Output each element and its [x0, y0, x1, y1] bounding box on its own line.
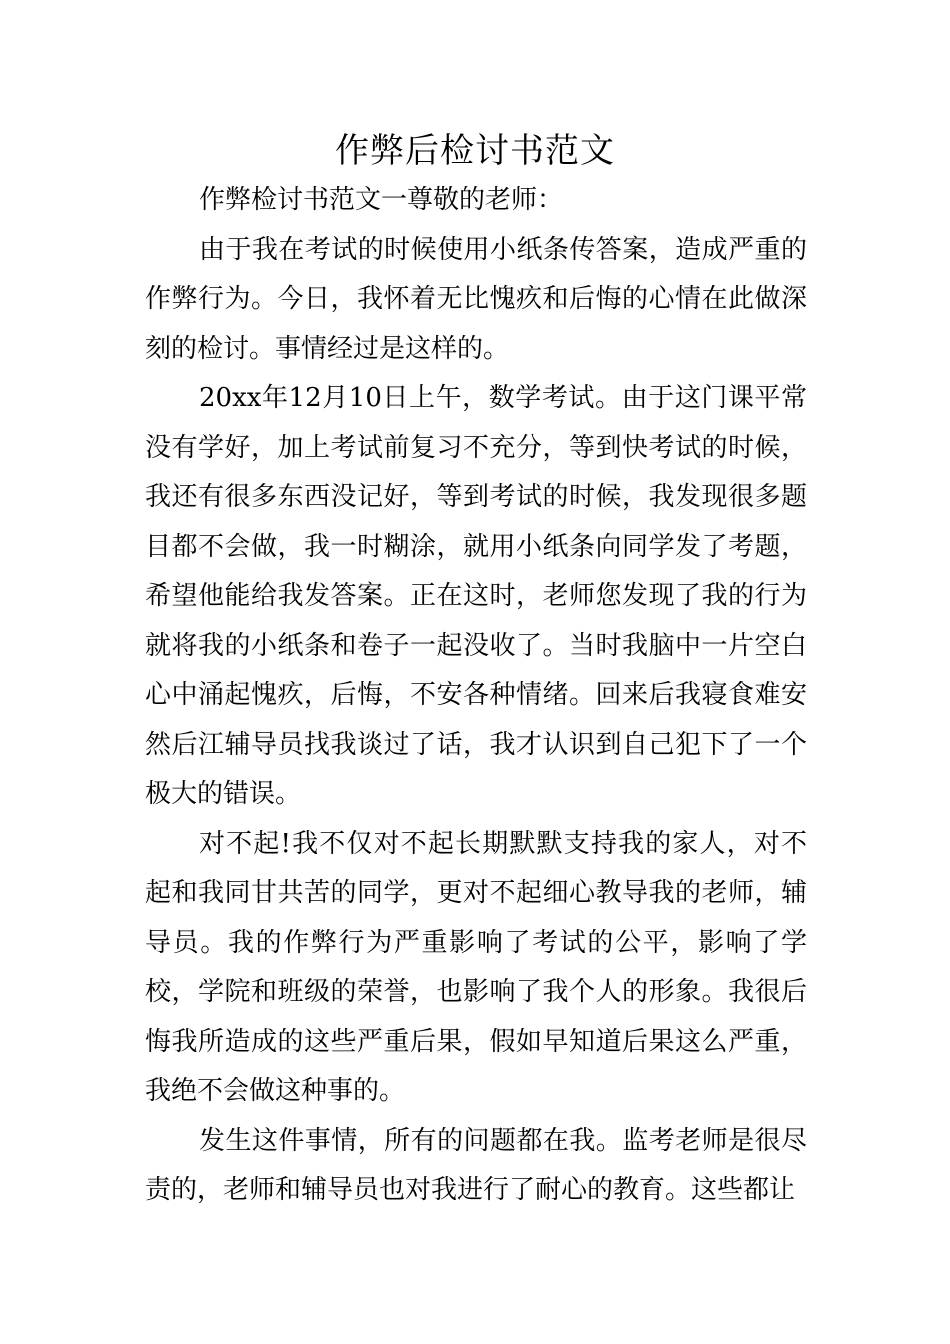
paragraph-salutation: 作弊检讨书范文一尊敬的老师： — [199, 185, 564, 215]
document-title: 作弊后检讨书范文 — [335, 131, 615, 171]
paragraph-intro: 由于我在考试的时候使用小纸条传答案，造成严重的作弊行为。今日，我怀着无比愧疚和后悔的心情在此做深刻的检讨。事情经过是这样的。 — [145, 234, 807, 364]
paragraph-incident: 20xx年12月10日上午，数学考试。由于这门课平常没有学好，加上考试前复习不充分，等到快考试的时候，我还有很多东西没记好，等到考试的时候，我发现很多题目都不会做，我一时糊涂，就用小纸条向同学发了考题，希望他能给我发答案。正在这时，老师您发现了我的行为就将我的小纸条和卷子一起没收了。当时我脑中一片空白心中涌起愧疚，后悔，不安各种情绪。回来后我寝食难安然后江辅导员找我谈过了话，我才认识到自己犯下了一个极大的错误。 — [145, 383, 807, 809]
paragraph-responsibility: 发生这件事情，所有的问题都在我。监考老师是很尽责的，老师和辅导员也对我进行了耐心的教育。这些都让 — [145, 1125, 807, 1205]
paragraph-apology: 对不起!我不仅对不起长期默默支持我的家人，对不起和我同甘共苦的同学，更对不起细心教导我的老师，辅导员。我的作弊行为严重影响了考试的公平，影响了学校，学院和班级的荣誉，也影响了我个人的形象。我很后悔我所造成的这些严重后果，假如早知道后果这么严重，我绝不会做这种事的。 — [145, 828, 807, 1106]
document-body — [145, 176, 807, 1216]
